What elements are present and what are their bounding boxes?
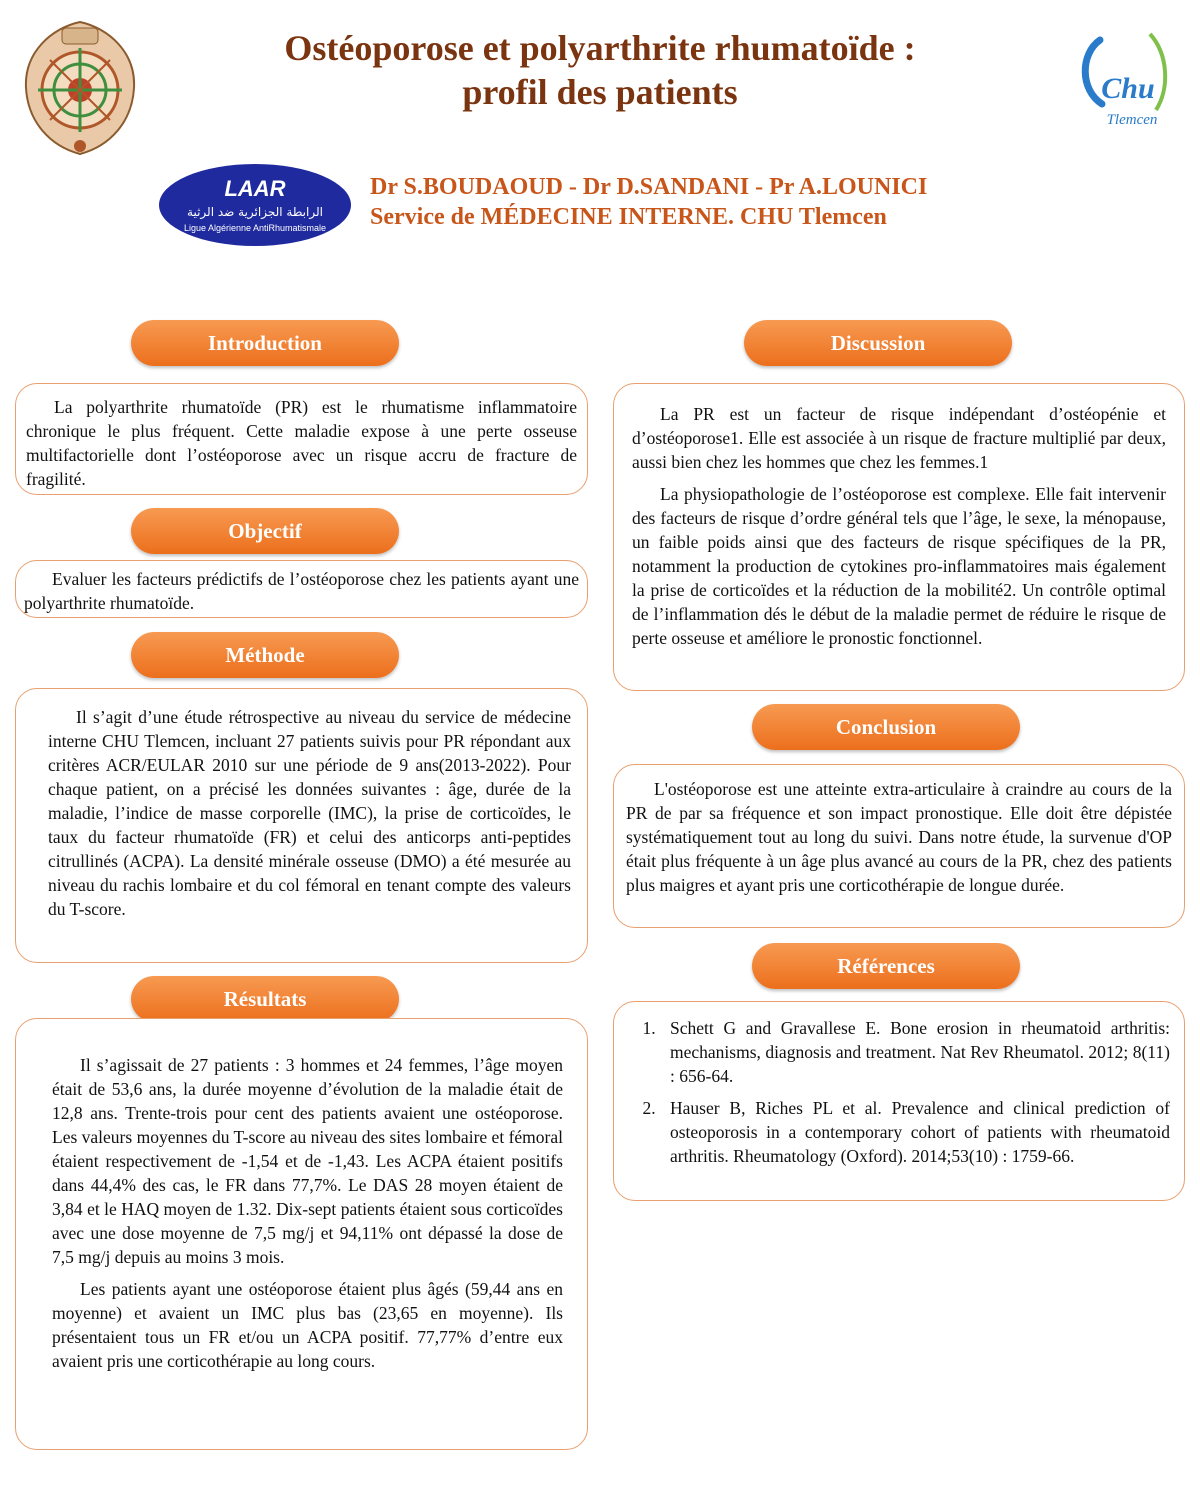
discussion-paragraph-1: La PR est un facteur de risque indépendant d’ostéopénie et d’ostéoporose1. Elle est associée à un risque de fracture multiplié par deux, aussi bien chez les hommes que chez les femmes.1 (632, 404, 1166, 472)
objectif-heading: Objectif (131, 508, 399, 554)
laar-arabic: الرابطة الجزائرية ضد الرثية (187, 205, 323, 219)
introduction-heading: Introduction (131, 320, 399, 366)
title-line-1: Ostéoporose et polyarthrite rhumatoïde : (284, 28, 916, 68)
objectif-box (15, 560, 588, 618)
laar-logo (157, 162, 353, 248)
conclusion-heading: Conclusion (752, 704, 1020, 750)
resultats-box (15, 1018, 588, 1450)
discussion-heading: Discussion (744, 320, 1012, 366)
methode-text: Il s’agit d’une étude rétrospective au niveau du service de médecine interne CHU Tlemcen, incluant 27 patients suivis pour PR répondant aux critères ACR/EULAR 2010 sur une période de 9 ans(2013-2022). Pour chaque patient, on a précisé les données suivantes : âge, durée de la maladie, l’indice de masse corporelle (IMC), la prise de corticoïdes, le taux du facteur rhumatoïde (FR) et celui des anticorps anti-peptides citrullinés (ACPA). La densité minérale osseuse (DMO) a été mesurée au niveau du rachis lombaire et du col fémoral en tenant compte des valeurs du T-score. (48, 707, 571, 919)
reference-item: 2. Hauser B, Riches PL et al. Prevalence and clinical prediction of osteoporosis in a contemporary cohort of patients with rheumatoid arthritis. Rheumatology (Oxford). 2014;53(10) : 1759-66. (660, 1096, 1170, 1168)
university-emblem-logo (18, 18, 142, 158)
references-box (613, 1001, 1185, 1201)
poster-title (180, 26, 1020, 114)
resultats-heading: Résultats (131, 976, 399, 1022)
introduction-box (15, 383, 588, 495)
resultats-paragraph-2: Les patients ayant une ostéoporose étaient plus âgés (59,44 ans en moyenne) et avaient un IMC plus bas (23,65 en moyenne). Ils présentaient tous un FR et/ou un ACPA positif. 77,77% d’entre eux avaient pris une corticothérapie au long cours. (52, 1279, 563, 1371)
references-list (628, 1016, 1170, 1168)
title-line-2: profil des patients (462, 72, 738, 112)
resultats-paragraph-1: Il s’agissait de 27 patients : 3 hommes et 24 femmes, l’âge moyen était de 53,6 ans, la durée moyenne d’évolution de la maladie était de 12,8 ans. Trente-trois pour cent des patients avaient une ostéoporose. Les valeurs moyennes du T-score au niveau des sites lombaire et fémoral étaient respectivement de -1,54 et de -1,43. Les ACPA étaient positifs dans 44,4% des cas, le FR dans 77,7%. Le DAS 28 moyen étaient de 3,84 et le HAQ moyen de 1.32. Dix-sept patients étaient sous corticoïdes avec une dose moyenne de 7,5 mg/j et 94,11% ont dépassé la dose de 7,5 mg/j depuis au moins 3 mois. (52, 1055, 563, 1267)
reference-item: 1. Schett G and Gravallese E. Bone erosion in rheumatoid arthritis: mechanisms, diagnosis and treatment. Nat Rev Rheumatol. 2012; 8(11) : 656-64. (660, 1016, 1170, 1088)
objectif-text: Evaluer les facteurs prédictifs de l’ostéoporose chez les patients ayant une polyarthrite rhumatoïde. (24, 569, 579, 613)
references-heading: Références (752, 943, 1020, 989)
methode-box (15, 688, 588, 963)
chu-name: Chu (1101, 72, 1155, 105)
authors-block (370, 172, 1070, 232)
introduction-text: La polyarthrite rhumatoïde (PR) est le rhumatisme inflammatoire chronique le plus fréquent. Cette maladie expose à une perte osseuse multifactorielle dont l’ostéoporose avec un risque accru de fracture de fragilité. (26, 397, 577, 489)
discussion-box (613, 383, 1185, 691)
laar-name: LAAR (224, 176, 286, 201)
chu-city: Tlemcen (1106, 112, 1158, 128)
conclusion-box (613, 764, 1185, 928)
chu-tlemcen-logo (1072, 24, 1182, 134)
conclusion-text: L'ostéoporose est une atteinte extra-articulaire à craindre au cours de la PR de par sa fréquence et son impact pronostique. Elle doit être dépistée systématiquement tout au long du suivi. Dans notre étude, la survenue d'OP était plus fréquente à un âge plus avancé au cours de la PR, chez des patients plus maigres et ayant pris une corticothérapie de longue durée. (626, 779, 1172, 895)
authors: Dr S.BOUDAOUD - Dr D.SANDANI - Pr A.LOUNICI (370, 174, 928, 200)
laar-subtitle: Ligue Algérienne AntiRhumatismale (183, 223, 327, 233)
discussion-paragraph-2: La physiopathologie de l’ostéoporose est complexe. Elle fait intervenir des facteurs de risque d’ordre général tels que l’âge, le sexe, la ménopause, un faible poids ainsi que des facteurs de risque spécifiques de la PR, notamment la production de cytokines pro-inflammatoires mais également la prise de corticoïdes et la réduction de la mobilité2. Un contrôle optimal de l’inflammation dés le début de la maladie permet de réduire le risque de perte osseuse et améliore le pronostic fonctionnel. (632, 484, 1166, 648)
methode-heading: Méthode (131, 632, 399, 678)
service: Service de MÉDECINE INTERNE. CHU Tlemcen (370, 204, 887, 230)
